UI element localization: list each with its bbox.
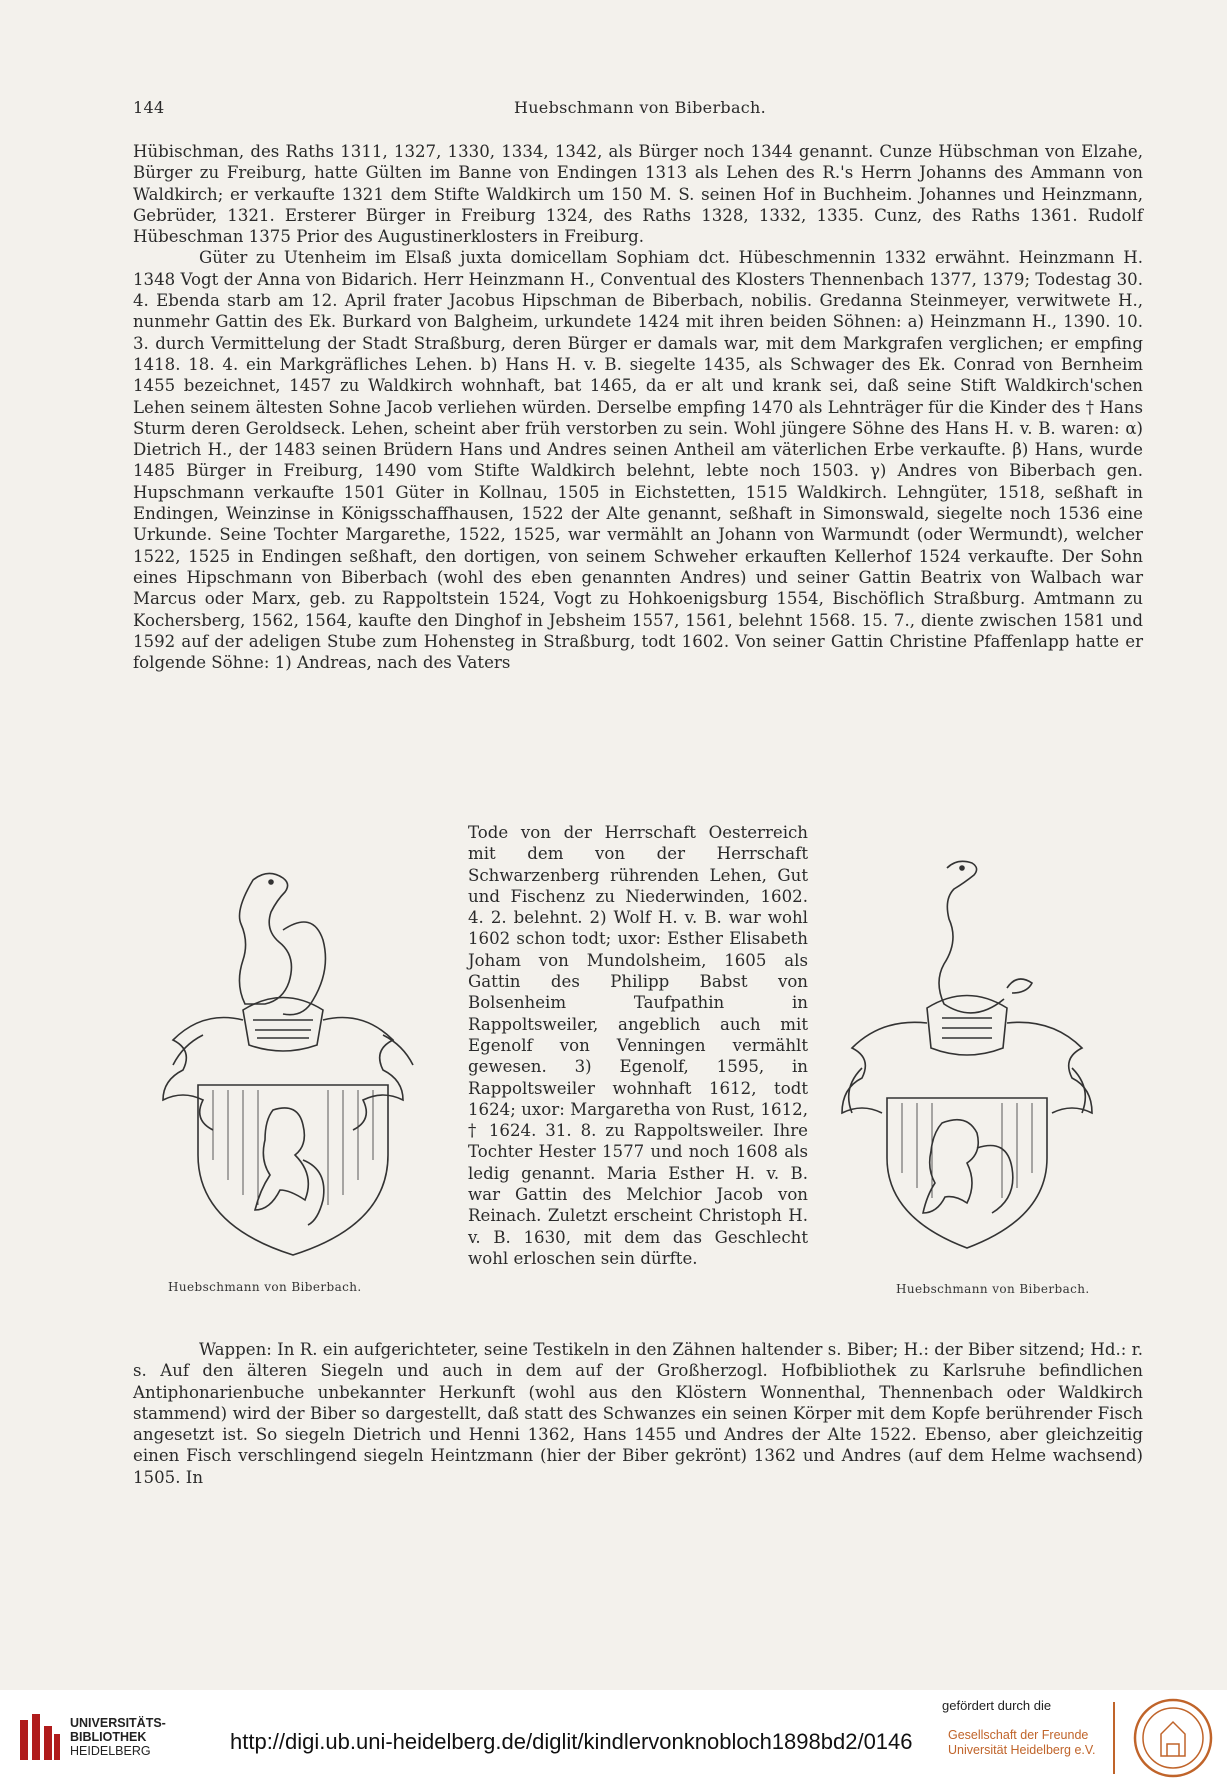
- page-header: [133, 98, 1147, 124]
- caption-right: Huebschmann von Biberbach.: [896, 1282, 1090, 1296]
- paragraph-1: Hübischman, des Raths 1311, 1327, 1330, 1334, 1342, als Bürger noch 1344 genannt. Cunze Hübschman von Elzahe, Bürger zu Freiburg, hatte Gülten im Banne von Endingen 1313 als Lehen des R.'s Herrn Johanns des Ammann von Waldkirch; er verkaufte 1321 dem Stifte Waldkirch um 150 M. S. seinen Hof in Buchheim. Johannes und Heinzmann, Gebrüder, 1321. Ersterer Bürger in Freiburg 1324, des Raths 1328, 1332, 1335. Cunz, des Raths 1361. Rudolf Hübeschman 1375 Prior des Augustinerklosters in Freiburg.: [133, 142, 1143, 247]
- footer-divider: [1113, 1702, 1115, 1774]
- footer-bar: [0, 1690, 1227, 1781]
- middle-column-text: Tode von der Herrschaft Oesterreich mit dem von der Herrschaft Schwarzenberg rührenden Lehen, Gut und Fischenz zu Niederwinden, 1602. 4. 2. belehnt. 2) Wolf H. v. B. war wohl 1602 schon todt; uxor: Esther Elisabeth Joham von Mundolsheim, 1605 als Gattin des Philipp Babst von Bolsenheim Taufpathin in Rappoltsweiler, angeblich auch mit Egenolf von Venningen vermählt gewesen. 3) Egenolf, 1595, in Rappoltsweiler wohnhaft 1612, todt 1624; uxor: Margaretha von Rust, 1612, † 1624. 31. 8. zu Rappoltsweiler. Ihre Tochter Hester 1577 und noch 1608 als ledig genannt. Maria Esther H. v. B. war Gattin des Melchior Jacob von Reinach. Zuletzt erscheint Christoph H. v. B. 1630, mit dem das Geschlecht wohl erloschen sein dürfte.: [468, 823, 808, 1268]
- society-name: Gesellschaft der Freunde Universität Heidelberg e.V.: [948, 1728, 1096, 1757]
- digital-library-url[interactable]: http://digi.ub.uni-heidelberg.de/diglit/kindlervonknobloch1898bd2/0146: [230, 1729, 913, 1754]
- coat-of-arms-right-drawing: [822, 848, 1122, 1258]
- university-library-logo-icon: [18, 1712, 62, 1764]
- running-title: Huebschmann von Biberbach.: [513, 98, 767, 117]
- university-library-name: UNIVERSITÄTS- BIBLIOTHEK HEIDELBERG: [70, 1716, 166, 1758]
- coat-of-arms-left-drawing: [143, 860, 443, 1260]
- paragraph-wappen: Wappen: In R. ein aufgerichteter, seine Testikeln in den Zähnen haltender s. Biber; H.: der Biber sitzend; Hd.: r. s. Auf den älteren Siegeln und auch in dem auf der Großherzogl. Hofbibliothek zu Karlsruhe befindlichen Antiphonarienbuche unbekannter Herkunft (wohl aus den Klöstern Wonnenthal, Thennenbach oder Waldkirch stammend) wird der Biber so dargestellt, daß statt des Schwanzes ein seinen Körper mit dem Kopfe berührender Fisch angesetzt ist. So siegeln Dietrich und Henni 1362, Hans 1455 und Andres der Alte 1522. Ebenso, aber gleichzeitig einen Fisch verschlingend siegeln Heintzmann (hier der Biber gekrönt) 1362 und Andres (auf dem Helme wachsend) 1505. In: [133, 1340, 1143, 1487]
- caption-left: Huebschmann von Biberbach.: [168, 1280, 362, 1294]
- page-number: 144: [133, 98, 165, 117]
- main-text-top: [133, 141, 1143, 673]
- university-seal-icon: [1133, 1698, 1213, 1778]
- coat-of-arms-right: [822, 848, 1122, 1258]
- coat-of-arms-left: [143, 860, 443, 1260]
- paragraph-2: Güter zu Utenheim im Elsaß juxta domicellam Sophiam dct. Hübeschmennin 1332 erwähnt. Heinzmann H. 1348 Vogt der Anna von Bidarich. Herr Heinzmann H., Conventual des Klosters Thennenbach 1377, 1379; Todestag 30. 4. Ebenda starb am 12. April frater Jacobus Hipschman de Biberbach, nobilis. Gredanna Steinmeyer, verwitwete H., nunmehr Gattin des Ek. Burkard von Balgheim, urkundete 1424 mit ihren beiden Söhnen: a) Heinzmann H., 1390. 10. 3. durch Vermittelung der Stadt Straßburg, deren Bürger er damals war, mit dem Markgrafen verglichen; er empfing 1418. 18. 4. ein Markgräfliches Lehen. b) Hans H. v. B. siegelte 1435, als Schwager des Ek. Conrad von Bernheim 1455 bezeichnet, 1457 zu Waldkirch wohnhaft, bat 1465, da er alt und krank sei, daß seine Stift Waldkirch'schen Lehen seinem ältesten Sohne Jacob verliehen würden. Derselbe empfing 1470 als Lehnträger für die Kinder des † Hans Sturm deren Geroldseck. Lehen, scheint aber früh verstorben zu sein. Wohl jüngere Söhne des Hans H. v. B. waren: α) Dietrich H., der 1483 seinen Brüdern Hans und Andres seinen Antheil am väterlichen Erbe verkaufte. β) Hans, wurde 1485 Bürger in Freiburg, 1490 vom Stifte Waldkirch belehnt, lebte noch 1503. γ) Andres von Biberbach gen. Hupschmann verkaufte 1501 Güter in Kollnau, 1505 in Eichstetten, 1515 Waldkirch. Lehngüter, 1518, seßhaft in Endingen, Weinzinse in Königsschaffhausen, 1522 der Alte genannt, seßhaft in Simonswald, siegelte noch 1536 eine Urkunde. Seine Tochter Margarethe, 1522, 1525, war vermählt an Johann von Warmundt (oder Wermundt), welcher 1522, 1525 in Endingen seßhaft, den dortigen, von seinem Schweher erkauften Kellerhof 1524 verkaufte. Der Sohn eines Hipschmann von Biberbach (wohl des eben genannten Andres) und seiner Gattin Beatrix von Walbach war Marcus oder Marx, geb. zu Rappoltstein 1524, Vogt zu Hohkoenigsburg 1554, Bischöflich Straßburg. Amtmann zu Kochersberg, 1562, 1564, kaufte den Dinghof in Jebsheim 1557, 1561, belehnt 1568. 15. 7., diente zwischen 1581 und 1592 auf der adeligen Stube zum Hohensteg in Straßburg, todt 1602. Von seiner Gattin Christine Pfaffenlapp hatte er folgende Söhne: 1) Andreas, nach des Vaters: [133, 248, 1143, 673]
- main-text-bottom: [133, 1339, 1143, 1488]
- funded-by-label: gefördert durch die: [942, 1698, 1052, 1713]
